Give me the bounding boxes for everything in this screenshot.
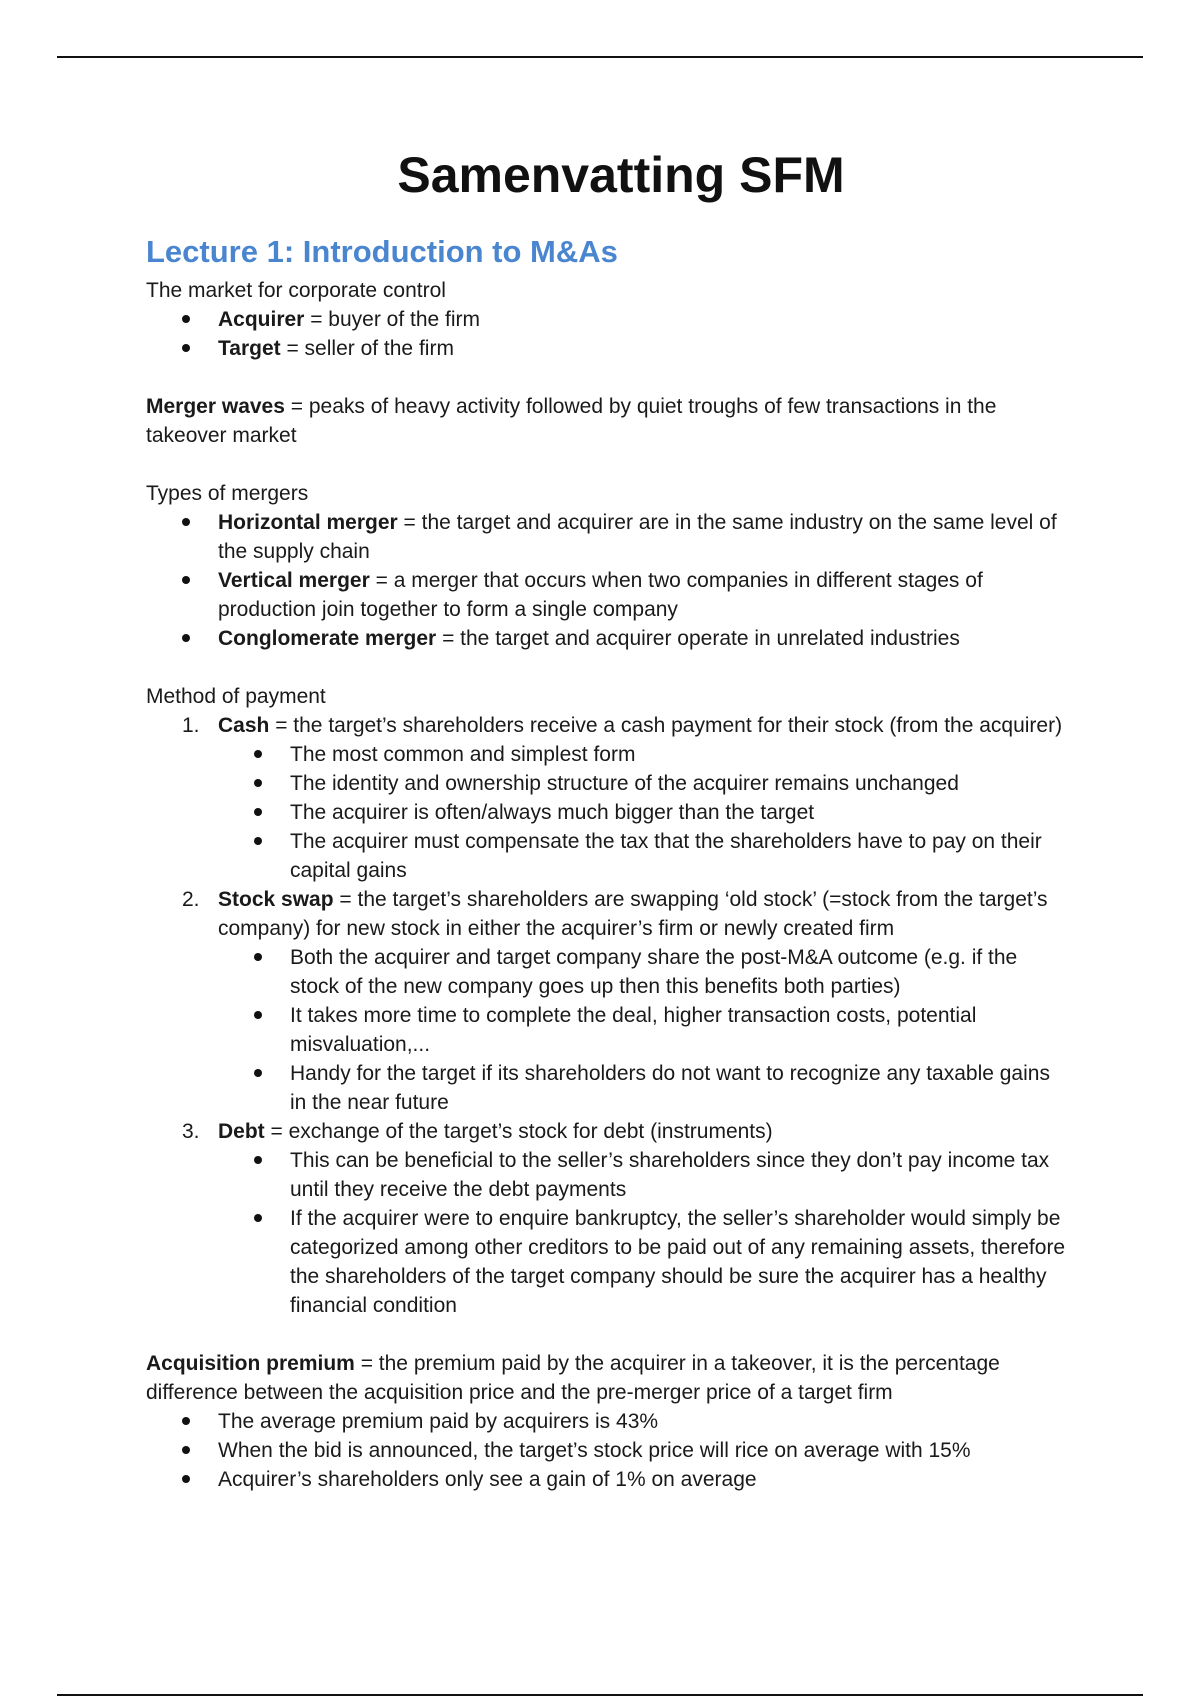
types-intro: Types of mergers [146, 482, 309, 505]
list-item: The most common and simplest form [146, 740, 1066, 769]
header-rule [57, 56, 1143, 58]
bullet-icon [182, 305, 190, 334]
bullet-icon [254, 769, 262, 798]
bullet-icon [182, 566, 190, 595]
debt-sublist [146, 1146, 1066, 1320]
list-item: The identity and ownership structure of the acquirer remains unchanged [146, 769, 1066, 798]
numbered-item: 2. Stock swap = the target’s shareholders are swapping ‘old stock’ (=stock from the target’s company) for new stock in either the acquirer’s firm or newly created firm [182, 888, 1048, 940]
list-item: Horizontal merger = the target and acquirer are in the same industry on the same level of the supply chain [146, 508, 1066, 566]
bullet-icon [254, 798, 262, 827]
premium-paragraph: Acquisition premium = the premium paid by the acquirer in a takeover, it is the percentage difference between the acquisition price and the pre-merger price of a target firm [146, 1352, 1000, 1404]
list-item: If the acquirer were to enquire bankruptcy, the seller’s shareholder would simply be categorized among other creditors to be paid out of any remaining assets, therefore the shareholders of the target company should be sure the acquirer has a healthy financial condition [146, 1204, 1066, 1320]
bullet-icon [182, 1465, 190, 1494]
list-item: Vertical merger = a merger that occurs when two companies in different stages of production join together to form a single company [146, 566, 1066, 624]
numbered-item: 1. Cash = the target’s shareholders receive a cash payment for their stock (from the acquirer) [182, 714, 1063, 737]
list-item: Conglomerate merger = the target and acquirer operate in unrelated industries [146, 624, 1066, 653]
bullet-icon [254, 1059, 262, 1088]
list-item: Acquirer = buyer of the firm [146, 305, 1066, 334]
list-item: Both the acquirer and target company share the post-M&A outcome (e.g. if the stock of the new company goes up then this benefits both parties) [146, 943, 1066, 1001]
market-intro: The market for corporate control [146, 279, 446, 302]
bullet-icon [182, 508, 190, 537]
list-item: Acquirer’s shareholders only see a gain of 1% on average [146, 1465, 1066, 1494]
bullet-icon [254, 1146, 262, 1175]
document-body [146, 140, 1066, 1494]
bullet-icon [182, 1436, 190, 1465]
bullet-icon [254, 740, 262, 769]
footer-rule [57, 1694, 1143, 1696]
page-title: Samenvatting SFM [397, 147, 845, 203]
bullet-icon [254, 943, 262, 972]
list-item: Target = seller of the firm [146, 334, 1066, 363]
merger-waves-paragraph: Merger waves = peaks of heavy activity followed by quiet troughs of few transactions in the takeover market [146, 395, 997, 447]
bullet-icon [182, 1407, 190, 1436]
cash-sublist [146, 740, 1066, 885]
list-item: This can be beneficial to the seller’s shareholders since they don’t pay income tax until they receive the debt payments [146, 1146, 1066, 1204]
premium-list [146, 1407, 1066, 1494]
list-item: The acquirer is often/always much bigger than the target [146, 798, 1066, 827]
bullet-icon [182, 624, 190, 653]
bullet-icon [254, 827, 262, 856]
bullet-icon [254, 1001, 262, 1030]
types-list [146, 508, 1066, 653]
bullet-icon [254, 1204, 262, 1233]
payment-list [146, 711, 1066, 1320]
bullet-icon [182, 334, 190, 363]
market-list [146, 305, 1066, 363]
lecture-heading: Lecture 1: Introduction to M&As [146, 234, 618, 269]
list-item: The acquirer must compensate the tax that the shareholders have to pay on their capital gains [146, 827, 1066, 885]
payment-intro: Method of payment [146, 685, 326, 708]
list-item: The average premium paid by acquirers is 43% [146, 1407, 1066, 1436]
list-item: It takes more time to complete the deal, higher transaction costs, potential misvaluation,... [146, 1001, 1066, 1059]
stock-swap-sublist [146, 943, 1066, 1117]
list-item: When the bid is announced, the target’s stock price will rice on average with 15% [146, 1436, 1066, 1465]
numbered-item: 3. Debt = exchange of the target’s stock for debt (instruments) [182, 1120, 773, 1143]
list-item: Handy for the target if its shareholders do not want to recognize any taxable gains in the near future [146, 1059, 1066, 1117]
